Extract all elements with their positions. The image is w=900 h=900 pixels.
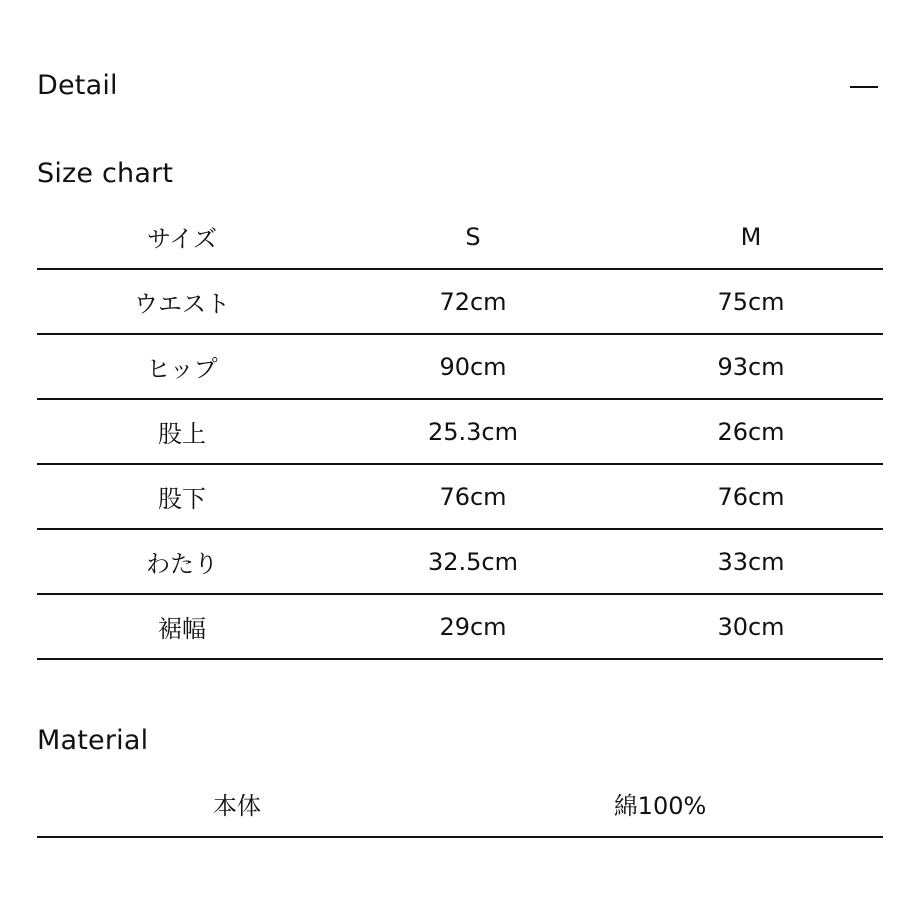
size-m-value: 30cm xyxy=(717,612,785,641)
size-chart-table xyxy=(37,205,883,660)
row-label: 股上 xyxy=(158,420,206,448)
size-m-value: 76cm xyxy=(717,482,785,511)
row-label: ヒップ xyxy=(146,355,218,383)
size-s-value: 32.5cm xyxy=(427,547,518,576)
table-row xyxy=(37,400,883,465)
size-table-header-row xyxy=(37,205,883,270)
size-m-value: 26cm xyxy=(717,417,785,446)
table-row xyxy=(37,270,883,335)
size-s-value: 76cm xyxy=(439,482,507,511)
table-row xyxy=(37,770,883,838)
table-row xyxy=(37,595,883,660)
size-header-label: サイズ xyxy=(146,225,218,253)
row-label: わたり xyxy=(146,550,218,578)
detail-title: Detail xyxy=(37,70,118,101)
size-s-value: 25.3cm xyxy=(427,417,518,446)
material-table xyxy=(37,770,883,838)
table-row xyxy=(37,335,883,400)
material-title: Material xyxy=(37,725,149,756)
size-s-value: 72cm xyxy=(439,287,507,316)
row-label: ウエスト xyxy=(134,290,230,318)
table-row xyxy=(37,530,883,595)
size-m-value: 75cm xyxy=(717,287,785,316)
size-s-value: 29cm xyxy=(439,612,507,641)
size-m-value: 33cm xyxy=(717,547,785,576)
row-label: 股下 xyxy=(158,485,206,513)
material-composition: 綿100% xyxy=(613,791,707,820)
size-header-m: M xyxy=(740,222,762,251)
table-row xyxy=(37,465,883,530)
size-s-value: 90cm xyxy=(439,352,507,381)
size-header-s: S xyxy=(465,222,481,251)
collapse-minus-icon[interactable] xyxy=(850,86,878,88)
size-m-value: 93cm xyxy=(717,352,785,381)
row-label: 裾幅 xyxy=(158,615,206,643)
material-part: 本体 xyxy=(213,791,261,820)
size-chart-title: Size chart xyxy=(37,158,174,189)
